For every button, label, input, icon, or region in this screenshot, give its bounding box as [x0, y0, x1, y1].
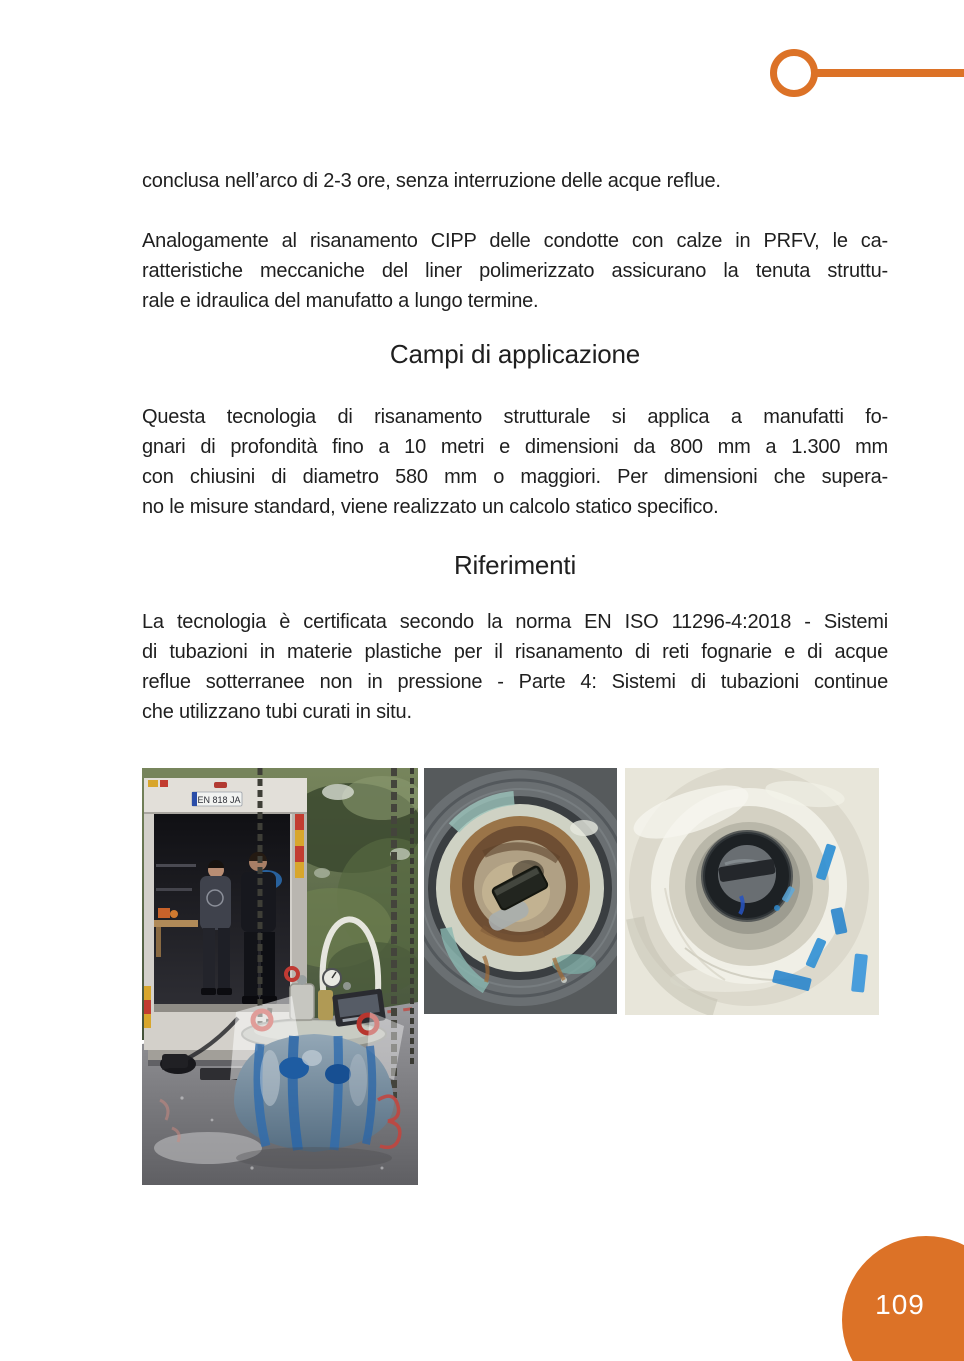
manhole-before-photo-illustration [424, 768, 617, 1014]
photo-worksite-truck-packer [142, 768, 418, 1185]
page-number: 109 [875, 1289, 925, 1320]
page-number-badge [842, 1236, 964, 1361]
heading-campi-di-applicazione: Campi di applicazione [389, 339, 641, 369]
photo-manhole-relined [625, 768, 879, 1015]
paragraph-intro-continuation: conclusa nell’arco di 2-3 ore, senza interruzione delle acque reflue. [142, 170, 721, 192]
manhole-after-photo-illustration [625, 768, 879, 1015]
paragraph-riferimenti: La tecnologia è certificata secondo la norma EN ISO 11296-4:2018 - Sistemi di tubazioni in materie plastiche per il risanamento di reti fognarie e di acque reflue sotterranee non in pressione - Parte 4: Sistemi di tubazioni continue che utilizzano tubi curati in situ. [142, 611, 888, 723]
paragraph-campi-di-applicazione: Questa tecnologia di risanamento strutturale si applica a manufatti fo- gnari di profondità fino a 10 metri e dimensioni da 800 mm a 1.300 mm con chiusini di diametro 580 mm o maggiori. Per dimensioni che supera- no le misure standard, viene realizzato un calcolo statico specifico. [142, 406, 888, 518]
horizontal-rule-line [816, 69, 964, 77]
circle-motif-icon [770, 49, 818, 97]
license-plate-text: EN 818 JA [197, 795, 241, 805]
heading-riferimenti: Riferimenti [453, 550, 577, 580]
worksite-photo-illustration [142, 768, 418, 1185]
paragraph-cipp-liner: Analogamente al risanamento CIPP delle condotte con calze in PRFV, le ca- ratteristiche meccaniche del liner polimerizzato assicurano la tenuta struttu- rale e idraulica del manufatto a lungo termine. [142, 230, 888, 312]
photo-manhole-corroded [424, 768, 617, 1014]
